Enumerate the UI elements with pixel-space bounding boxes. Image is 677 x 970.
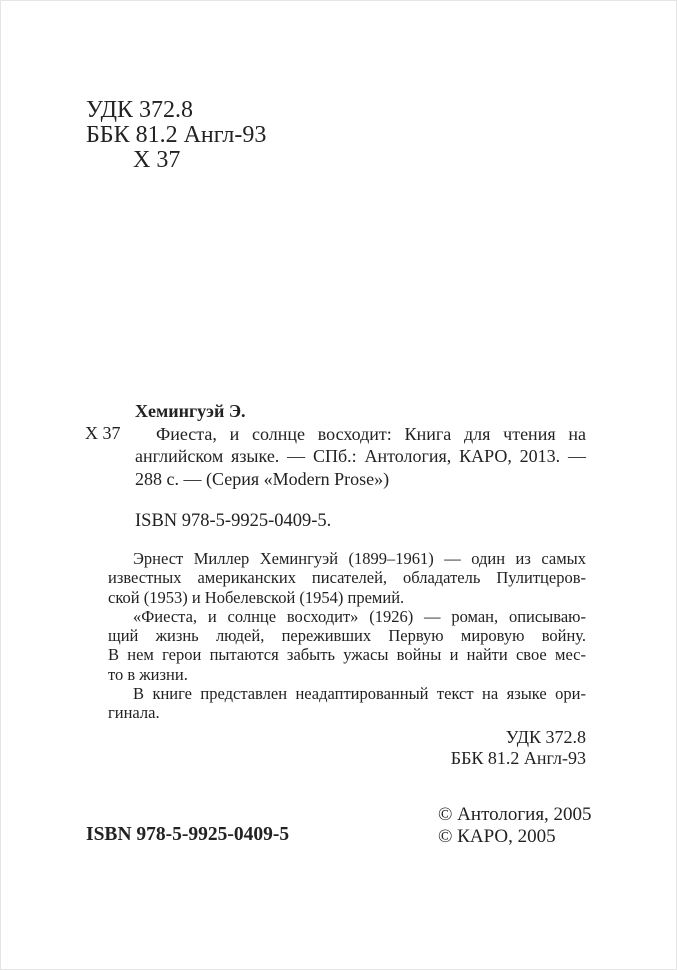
annotation-p1-line-3: ской (1953) и Нобелевской (1954) премий. — [108, 587, 405, 607]
udk-code-top: УДК 372.8 — [86, 97, 193, 123]
bbk-code-bottom: ББК 81.2 Англ-93 — [450, 747, 586, 768]
copyright-antologia: © Антология, 2005 — [438, 804, 592, 825]
classification-block-top — [86, 98, 266, 173]
copyright-block — [438, 804, 592, 849]
author-sign-catalog: Х 37 — [85, 423, 121, 443]
isbn-footer: ISBN 978-5-9925-0409-5 — [86, 824, 290, 845]
annotation — [108, 549, 586, 723]
annotation-p1-line-1: Эрнест Миллер Хемингуэй (1899–1961) — один из самых — [133, 549, 586, 568]
author-sign-top: Х 37 — [133, 147, 181, 173]
udk-code-bottom: УДК 372.8 — [505, 727, 586, 747]
annotation-p2-line-1: «Фиеста, и солнце восходит» (1926) — роман, описываю- — [133, 606, 586, 626]
annotation-p3-line-2: гинала. — [108, 703, 160, 723]
isbn-line: ISBN 978-5-9925-0409-5. — [135, 511, 332, 531]
catalog-description-line-1: Фиеста, и солнце восходит: Книга для чтения на — [156, 423, 586, 444]
annotation-p3-line-1: В книге представлен неадаптированный текст на языке ори- — [133, 684, 586, 704]
author-heading: Хемингуэй Э. — [135, 401, 246, 421]
copyright-karo: © КАРО, 2005 — [438, 826, 556, 848]
classification-block-bottom — [451, 727, 586, 768]
bbk-code-top: ББК 81.2 Англ-93 — [86, 122, 267, 148]
annotation-p2-line-4: то в жизни. — [108, 664, 188, 684]
catalog-card — [135, 400, 586, 490]
annotation-p2-line-3: В нем герои пытаются забыть ужасы войны и найти свое мес- — [108, 645, 586, 665]
annotation-p2-line-2: щий жизнь людей, переживших Первую мировую войну. — [108, 626, 586, 646]
catalog-description-line-2: английском языке. — СПб.: Антология, КАРО, 2013. — — [135, 446, 586, 466]
annotation-p1-line-2: известных американских писателей, обладатель Пулитцеров- — [108, 568, 586, 588]
catalog-description-line-3: 288 с. — (Серия «Modern Prose») — [135, 468, 390, 489]
